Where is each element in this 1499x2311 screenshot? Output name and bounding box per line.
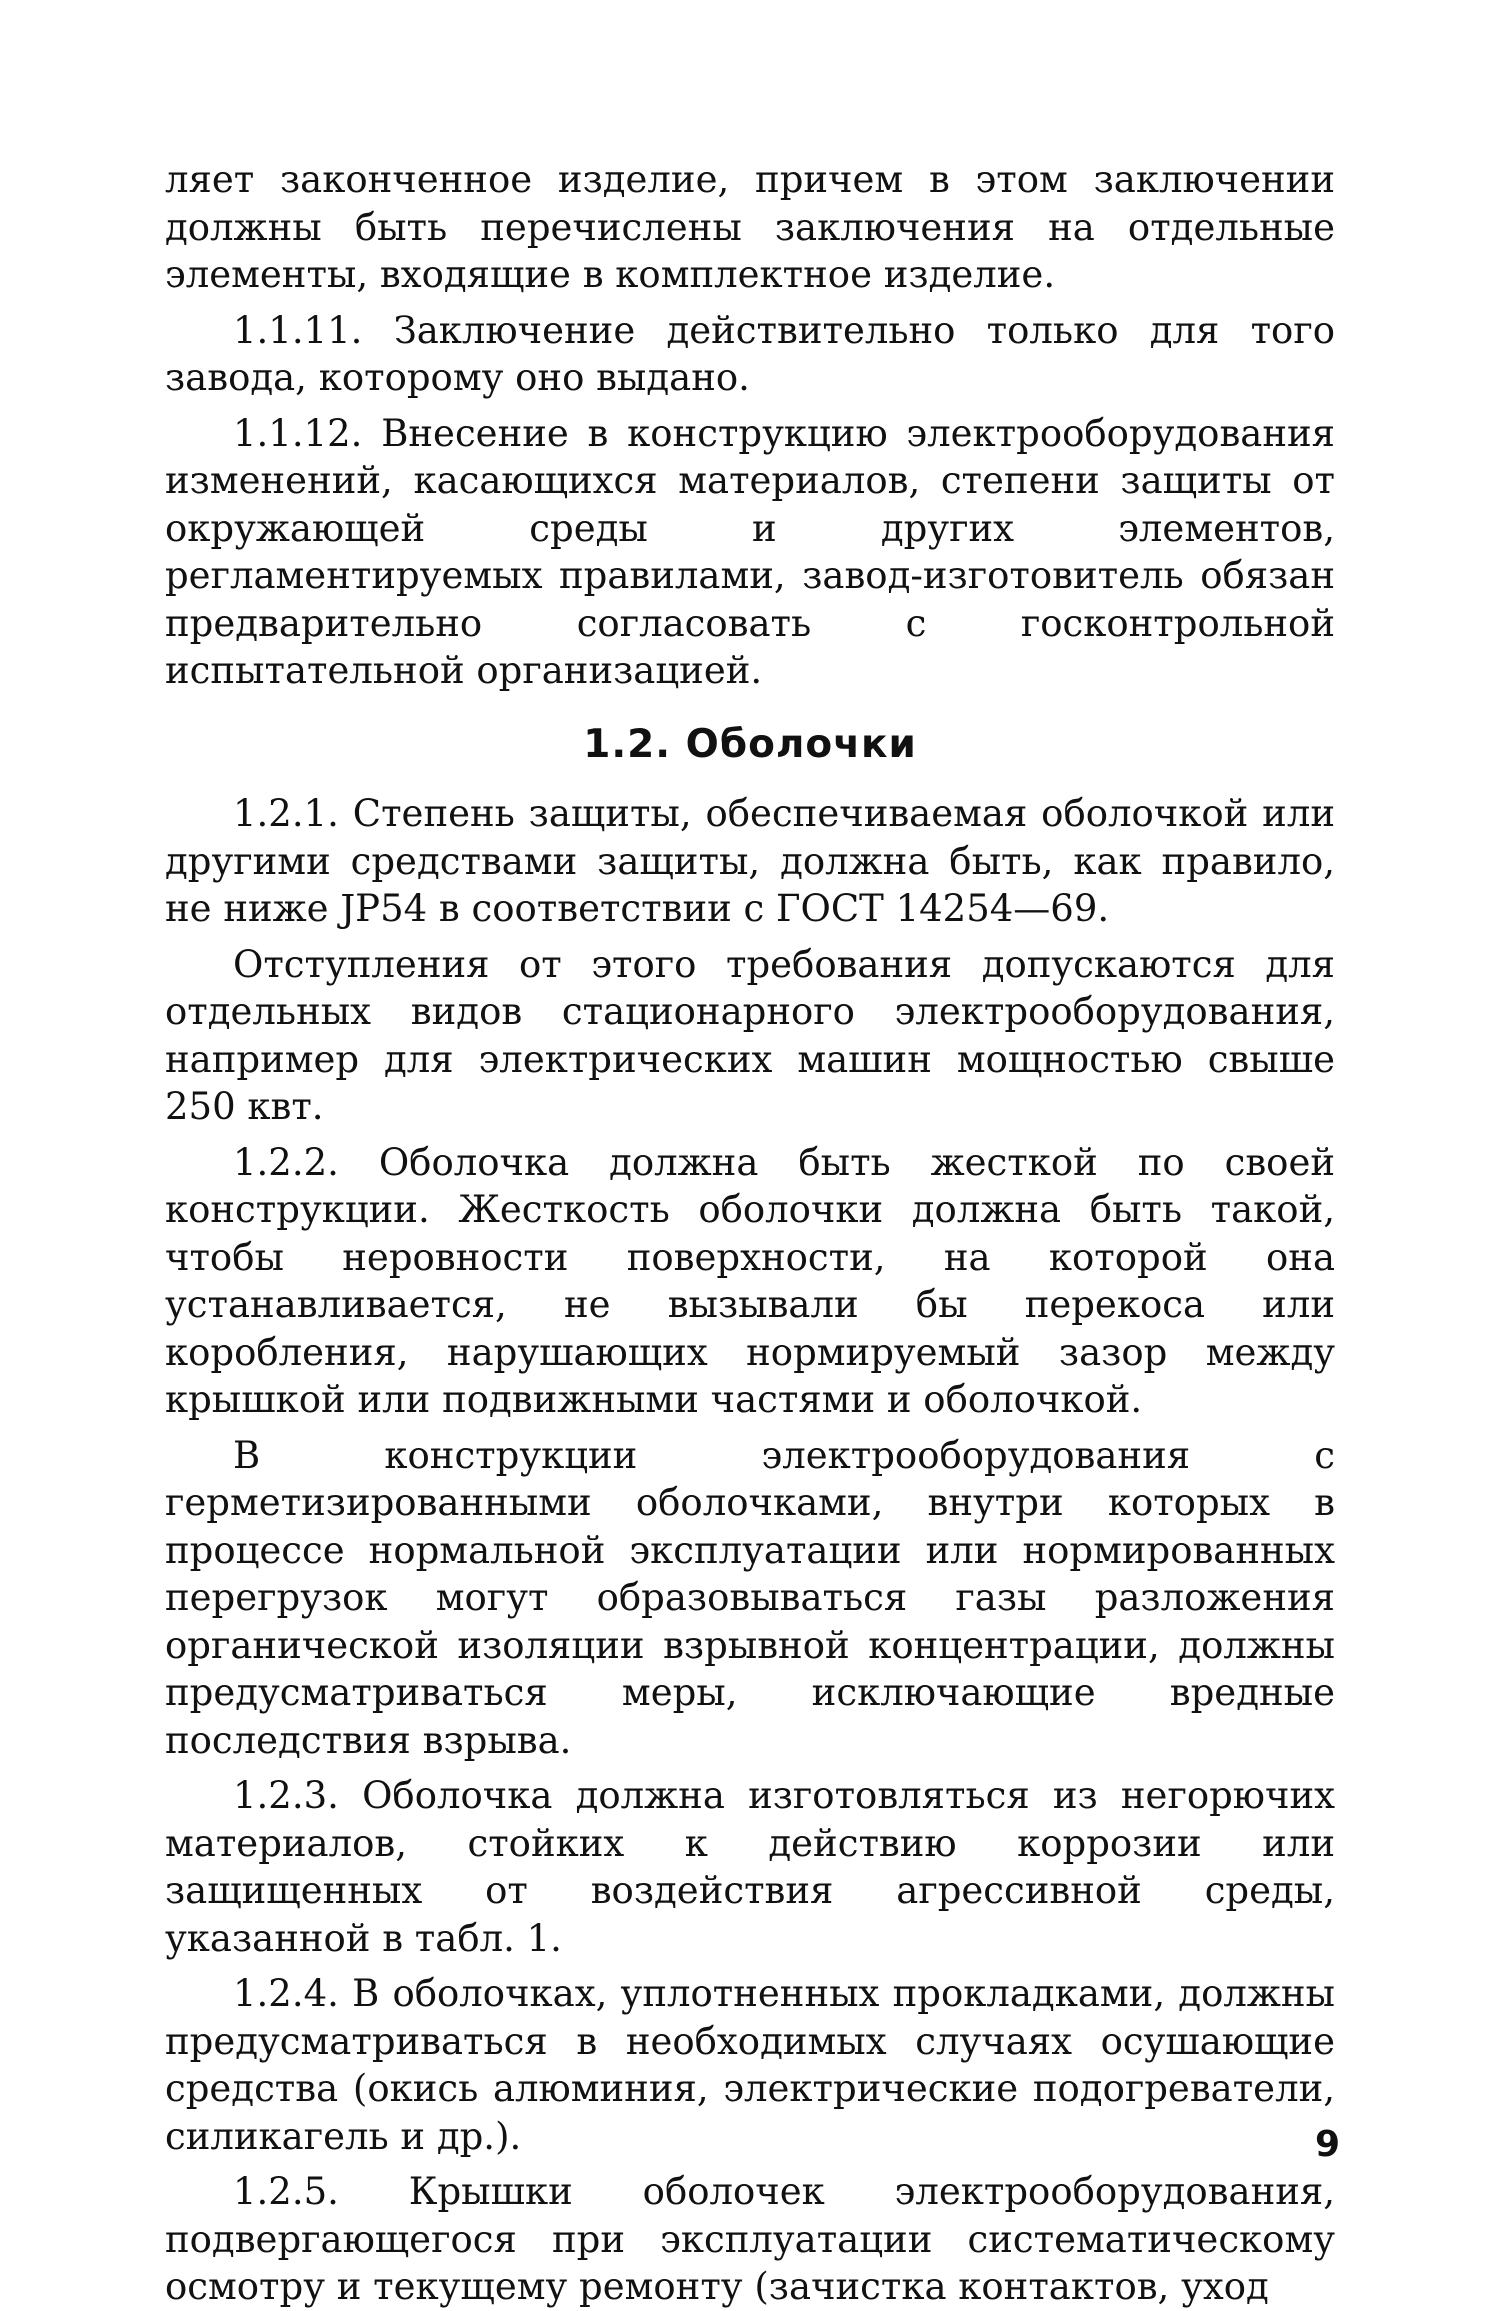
page-number: 9 [1314,2124,1340,2165]
clause-1-1-11: 1.1.11. Заключение действительно только для того завода, которому оно выдано. [165,308,1335,399]
clause-1-2-2: 1.2.2. Оболочка должна быть жесткой по своей конструкции. Жесткость оболочки должна быть такой, чтобы неровности поверхности, на которой она устанавливается, не вызывали бы перекоса или коробления, нарушающих нормируемый зазор между крышкой или подвижными частями и оболочкой. [165,1140,1335,1421]
clause-1-1-12: 1.1.12. Внесение в конструкцию электрооборудования изменений, касающихся материалов, степени защиты от окружающей среды и других элементов, регламентируемых правилами, завод-изготовитель обязан предварительно согласовать с госконтрольной испытательной организацией. [165,411,1335,692]
clause-1-2-1: 1.2.1. Степень защиты, обеспечиваемая оболочкой или другими средствами защиты, должна быть, как правило, не ниже JP54 в соответствии с ГОСТ 14254—69. [165,792,1335,930]
clause-1-2-3: 1.2.3. Оболочка должна изготовляться из негорючих материалов, стойких к действию коррозии или защищенных от воздействия агрессивной среды, указанной в табл. 1. [165,1774,1335,1960]
paragraph-continuation: ляет законченное изделие, причем в этом заключении должны быть перечислены заключения на отдельные элементы, входящие в комплектное изделие. [165,158,1335,296]
clause-1-2-4: 1.2.4. В оболочках, уплотненных прокладками, должны предусматриваться в необходимых случаях осушающие средства (окись алюминия, электрические подогреватели, силикагель и др.). [165,1972,1335,2158]
paragraph-hermetic: В конструкции электрооборудования с герметизированными оболочками, внутри которых в процессе нормальной эксплуатации или нормированных перегрузок могут образовываться газы разложения органической изоляции взрывной концентрации, должны предусматриваться меры, исключающие вредные последствия взрыва. [165,1433,1335,1762]
paragraph-exceptions: Отступления от этого требования допускаются для отдельных видов стационарного электрооборудования, например для электрических машин мощностью свыше 250 квт. [165,942,1335,1128]
document-page [165,148,1335,2311]
clause-1-2-5: 1.2.5. Крышки оболочек электрооборудования, подвергающегося при эксплуатации систематическому осмотру и текущему ремонту (зачистка контактов, уход [165,2170,1335,2308]
section-heading: 1.2. Оболочки [583,721,917,767]
